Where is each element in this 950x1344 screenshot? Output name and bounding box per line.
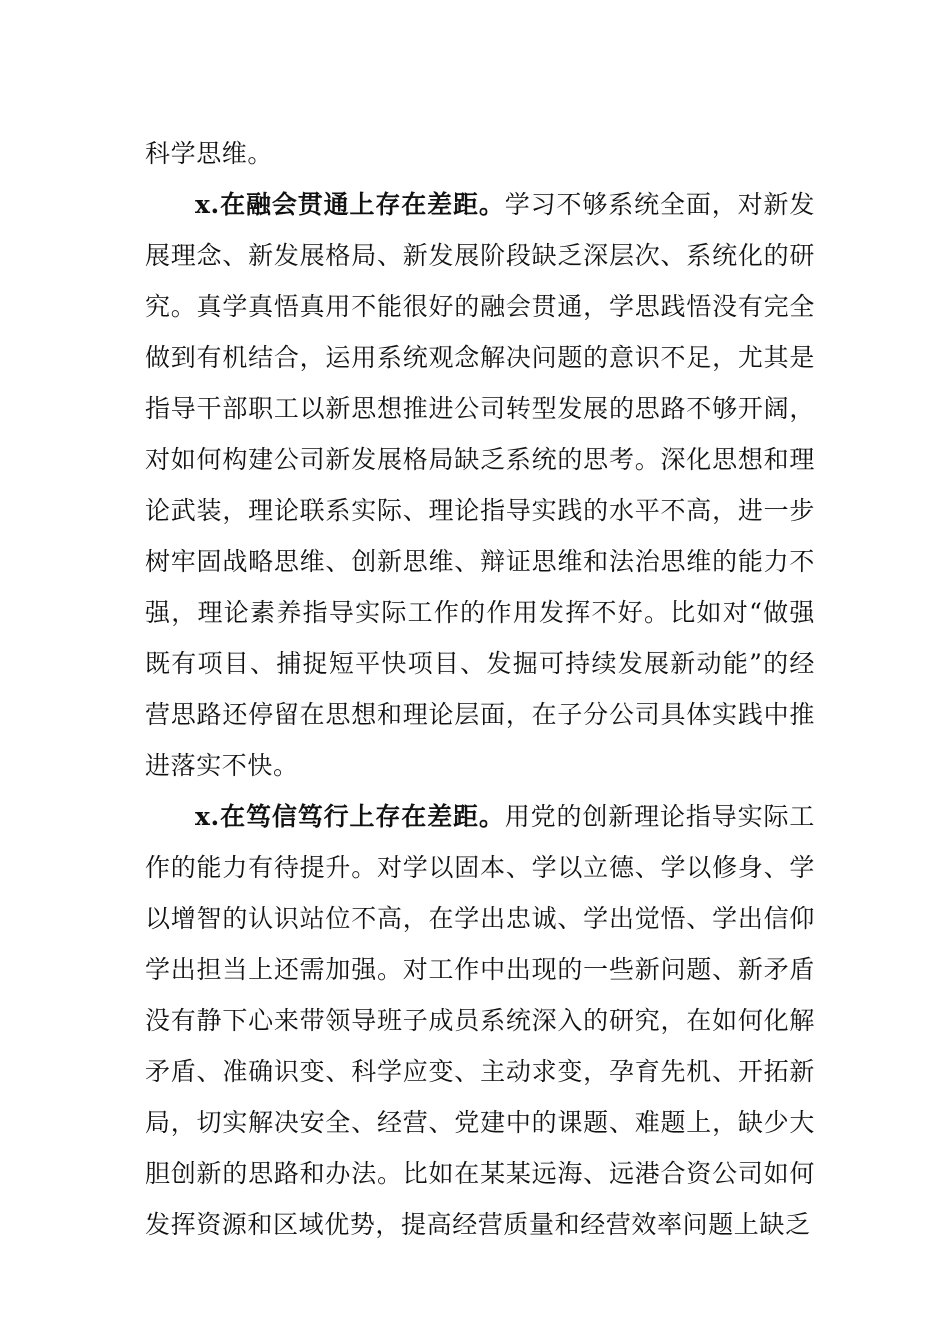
document-body bbox=[145, 128, 815, 1250]
intro-line: 科学思维。 bbox=[145, 139, 274, 168]
section-2-heading: x.在笃信笃行上存在差距。 bbox=[195, 802, 505, 831]
section-1-body: 学习不够系统全面，对新发展理念、新发展格局、新发展阶段缺乏深层次、系统化的研究。真学真悟真用不能很好的融会贯通，学思践悟没有完全做到有机结合，运用系统观念解决问题的意识不足，尤其是指导干部职工以新思想推进公司转型发展的思路不够开阔，对如何构建公司新发展格局缺乏系统的思考。深化思想和理论武装，理论联系实际、理论指导实践的水平不高，进一步树牢固战略思维、创新思维、辩证思维和法治思维的能力不强，理论素养指导实际工作的作用发挥不好。比如对“做强既有项目、捕捉短平快项目、发掘可持续发展新动能”的经营思路还停留在思想和理论层面，在子分公司具体实践中推进落实不快。 bbox=[145, 190, 816, 780]
section-2-body: 用党的创新理论指导实际工作的能力有待提升。对学以固本、学以立德、学以修身、学以增智的认识站位不高，在学出忠诚、学出觉悟、学出信仰学出担当上还需加强。对工作中出现的一些新问题、新矛盾没有静下心来带领导班子成员系统深入的研究，在如何化解矛盾、准确识变、科学应变、主动求变，孕育先机、开拓新局，切实解决安全、经营、党建中的课题、难题上，缺少大胆创新的思路和办法。比如在某某远海、远港合资公司如何发挥资源和区域优势，提高经营质量和经营效率问题上缺乏 bbox=[145, 802, 816, 1239]
section-1-heading: x.在融会贯通上存在差距。 bbox=[195, 190, 505, 219]
section-1-paragraph bbox=[145, 179, 815, 791]
section-2-paragraph bbox=[145, 791, 815, 1250]
